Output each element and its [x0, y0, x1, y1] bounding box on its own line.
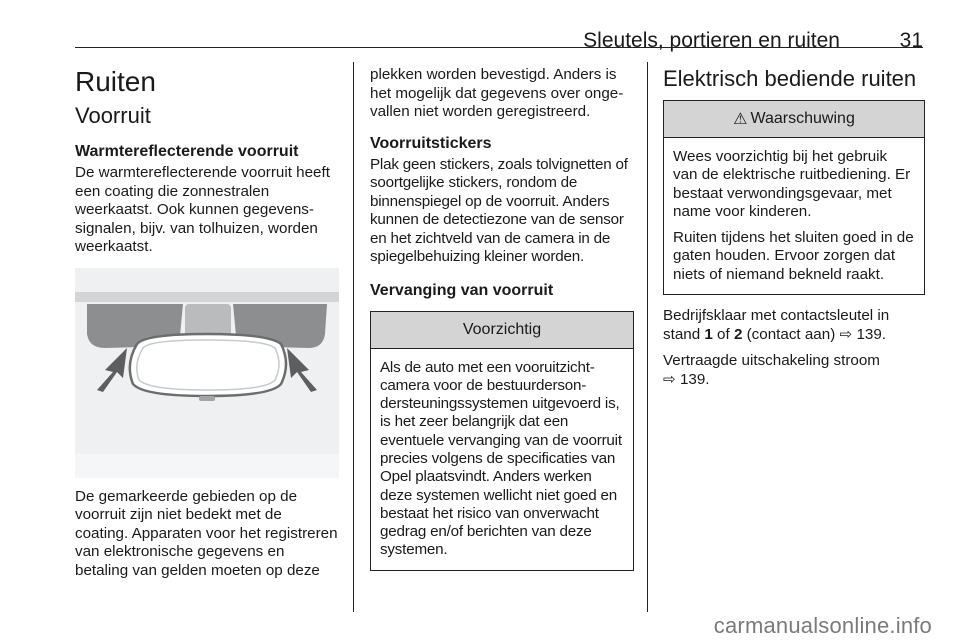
page-ref-arrow-icon: ⇨ [663, 370, 676, 388]
column-1 [75, 66, 339, 580]
page-reference-1[interactable]: 139. [856, 325, 887, 343]
column-divider-2 [647, 62, 648, 612]
ignition-position-1: 1 [704, 325, 713, 343]
page-ref-arrow-icon: ⇨ [839, 325, 853, 343]
windshield-mirror-illustration [75, 268, 339, 478]
windshield-figure [75, 268, 339, 478]
running-header-title: Sleutels, portieren en ruiten [583, 29, 840, 52]
warning-triangle-icon: ⚠ [733, 111, 748, 128]
ignition-position-2: 2 [733, 325, 743, 343]
caution-title: Voorzichtig [462, 320, 542, 338]
paragraph-heat-reflecting: De warmtereflecterende voorruit heeft een coating die zonnestralen weerkaatst. Ook kunnen gegevenssignalen, bijv. van tolhuizen, worden weerkaatst. [75, 164, 330, 255]
page-number: 31 [899, 29, 923, 52]
caution-box [370, 311, 634, 571]
caution-text: Als de auto met een vooruitzichtcamera voor de bestuurdersondersteuningssystemen uitgevoerd is, is het zeer belangrijk dat een eventuele vervanging van de voorruit precies volgens de specificaties van Opel plaatsvindt. Anders werken deze systemen wellicht niet goed en bestaat het risico van onverwacht gedrag en/of berichten van deze systemen. [380, 358, 622, 559]
section-title-ruiten: Ruiten [75, 66, 156, 97]
warning-paragraph-2: Ruiten tijdens het sluiten goed in de gaten houden. Ervoor zorgen dat niets of niemand bekneld raakt. [673, 229, 914, 283]
paragraph-ignition: Bedrijfsklaar met contactsleutel in stand 1 of 2 (contact aan) ⇨ 139. [663, 307, 890, 343]
warning-box-header [664, 101, 924, 138]
figure-caption: De gemarkeerde gebieden op de voorruit zijn niet bedekt met de coating. Apparaten voor het registreren van elektronische gegevens en betaling van gelden moeten op deze [75, 487, 338, 579]
section-title-electric-windows: Elektrisch bediende ruiten [663, 66, 917, 91]
heading-windshield-stickers: Voorruitstickers [370, 134, 492, 152]
paragraph-delayed-shutoff: Vertraagde uitschakeling stroom ⇨ 139. [663, 352, 880, 388]
header-rule [75, 47, 923, 48]
watermark: carmanualsonline.info [713, 613, 932, 638]
column-2 [370, 66, 634, 571]
heading-windshield-replacement: Vervanging van voorruit [370, 281, 554, 299]
warning-box [663, 100, 925, 295]
warning-title: Waarschuwing [750, 110, 855, 127]
paragraph-stickers: Plak geen stickers, zoals tolvignetten of soortgelijke stickers, rondom de binnenspiegel op de voorruit. Anders kunnen de detectiezone van de sensor en het zichtveld van de camera in de spiegelbehuizing kleiner worden. [370, 155, 628, 265]
column-3 [663, 66, 925, 389]
caution-box-header [371, 312, 633, 349]
heading-heat-reflecting: Warmtereflecterende voorruit [75, 143, 299, 160]
paragraph-continued: plekken worden bevestigd. Anders is het mogelijk dat gegevens over ongevallen niet worden geregistreerd. [370, 66, 624, 120]
subsection-title-voorruit: Voorruit [75, 103, 151, 128]
page-reference-2[interactable]: 139. [679, 370, 710, 388]
warning-paragraph-1: Wees voorzichtig bij het gebruik van de elektrische ruitbediening. Er bestaat verwondingsgevaar, met name voor kinderen. [673, 148, 911, 220]
column-divider-1 [353, 62, 354, 612]
